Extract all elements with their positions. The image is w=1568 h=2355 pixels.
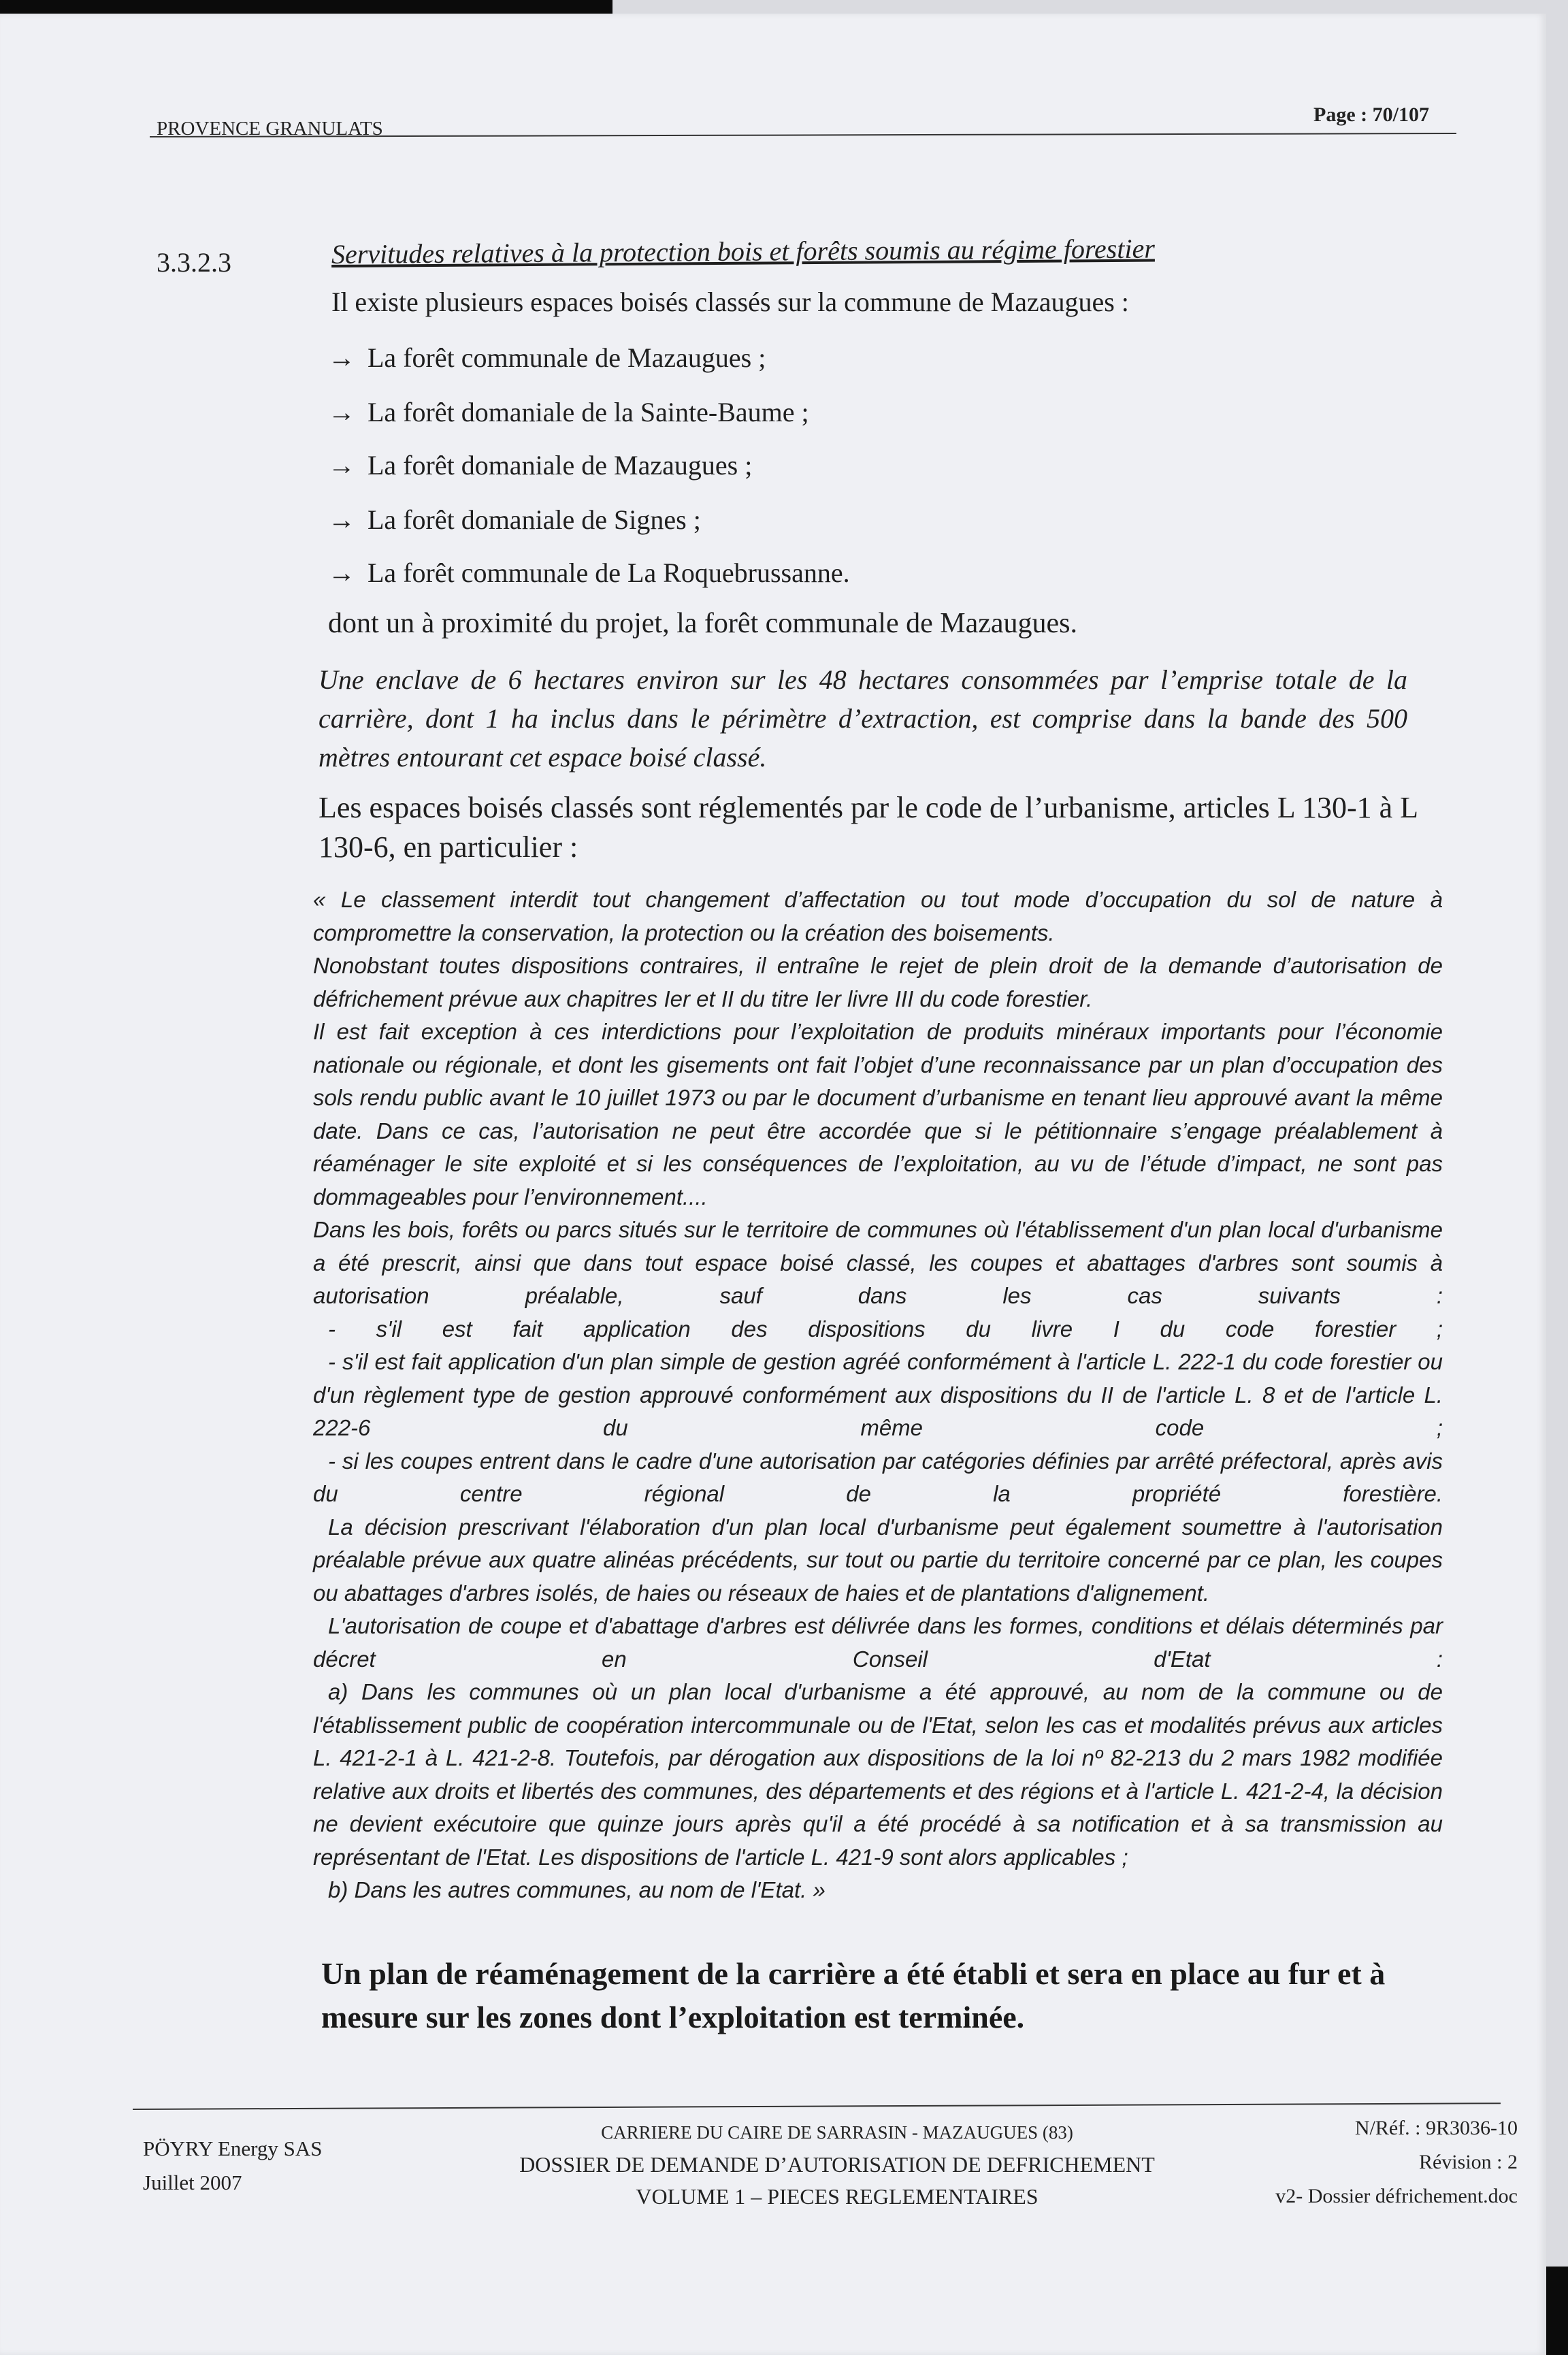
regulation-paragraph: Les espaces boisés classés sont réglementés par le code de l’urbanisme, articles L 130-1 à L 130-6, en particulier : (318, 791, 1418, 864)
intro-text: Il existe plusieurs espaces boisés classés sur la commune de Mazaugues : (331, 287, 1129, 317)
document-page (0, 14, 1546, 2355)
quote-paragraph: Nonobstant toutes dispositions contraires, il entraîne le rejet de plein droit de la demande d’autorisation de défrichement prévue aux chapitres Ier et II du titre Ier livre III du code forestier. (313, 953, 1443, 1011)
footer-center (436, 2117, 1239, 2213)
quote-paragraph: - s'il est fait application des dispositions du livre I du code forestier ; (328, 1316, 1443, 1342)
arrow-icon: → (328, 450, 355, 481)
arrow-icon: → (328, 504, 355, 535)
footer-right (1205, 2111, 1518, 2213)
quote-paragraph: a) Dans les communes où un plan local d'urbanisme a été approuvé, au nom de la commune ou de l'établissement public de coopération intercommunale ou de l'Etat, selon les cas et modalités prévus aux articles L. 421-2-1 à L. 421-2-8. Toutefois, par dérogation aux dispositions de la loi nº 82-213 du 2 mars 1982 modifiée relative aux droits et libertés des communes, des départements et des régions et à l'article L. 421-2-4, la décision ne devient exécutoire que quinze jours après qu'il a été procédé à sa notification et à sa transmission au représentant de l'Etat. Les dispositions de l'article L. 421-9 sont alors applicables ; (313, 1679, 1443, 1870)
legal-quote (313, 883, 1443, 1907)
quote-paragraph: b) Dans les autres communes, au nom de l'Etat. » (328, 1877, 826, 1902)
quote-paragraph: L'autorisation de coupe et d'abattage d'arbres est délivrée dans les formes, conditions et délais déterminés par décret en Conseil d'Etat : (313, 1613, 1443, 1672)
forest-label: La forêt domaniale de Signes ; (368, 504, 701, 535)
forest-label: La forêt domaniale de la Sainte-Baume ; (368, 397, 809, 427)
forest-label: La forêt domaniale de Mazaugues ; (368, 450, 753, 481)
section-number: 3.3.2.3 (157, 247, 231, 278)
forest-label: La forêt communale de La Roquebrussanne. (368, 557, 850, 588)
forest-label: La forêt communale de Mazaugues ; (368, 342, 766, 373)
quote-paragraph: La décision prescrivant l'élaboration d'un plan local d'urbanisme peut également soumettre à l'autorisation préalable prévue aux quatre alinéas précédents, sur tout ou partie du territoire concerné par ce plan, les coupes ou abattages d'arbres isolés, de haies ou réseaux de haies et de plantations d'alignement. (313, 1514, 1443, 1606)
footer-left (143, 2132, 323, 2200)
forest-list-item (328, 396, 809, 428)
quote-paragraph: « Le classement interdit tout changement d’affectation ou tout mode d’occupation du sol de nature à compromettre la conservation, la protection ou la création des boisements. (313, 887, 1443, 945)
header-company: PROVENCE GRANULATS (157, 118, 383, 140)
footer-project: CARRIERE DU CAIRE DE SARRASIN - MAZAUGUES (83) (601, 2122, 1073, 2143)
page-number: Page : 70/107 (1313, 103, 1429, 126)
forest-list-item (328, 449, 752, 481)
footer-date: Juillet 2007 (143, 2171, 242, 2194)
section-title: Servitudes relatives à la protection bois et forêts soumis au régime forestier (331, 233, 1155, 270)
closing-statement: Un plan de réaménagement de la carrière a été établi et sera en place au fur et à mesure sur les zones dont l’exploitation est terminée. (321, 1956, 1386, 2034)
footer-rule (133, 2102, 1501, 2110)
footer-file: v2- Dossier défrichement.doc (1275, 2185, 1518, 2207)
footer-revision: Révision : 2 (1418, 2151, 1518, 2173)
quote-paragraph: Dans les bois, forêts ou parcs situés sur le territoire de communes où l'établissement d'un plan local d'urbanisme a été prescrit, ainsi que dans tout espace boisé classé, les coupes et abattages d'arbres sont soumis à autorisation préalable, sauf dans les cas suivants : (313, 1217, 1443, 1308)
arrow-icon: → (328, 342, 355, 373)
arrow-icon: → (328, 397, 355, 427)
footer-reference: N/Réf. : 9R3036-10 (1354, 2117, 1518, 2139)
footer-volume: VOLUME 1 – PIECES REGLEMENTAIRES (636, 2184, 1039, 2209)
arrow-icon: → (328, 557, 355, 588)
quote-paragraph: Il est fait exception à ces interdictions pour l’exploitation de produits minéraux importants pour l’économie nationale ou régionale, et dont les gisements ont fait l’objet d’une reconnaissance par un plan d’occupation des sols rendu public avant le 10 juillet 1973 ou par le document d’urbanisme en tenant lieu approuvé avant la même date. Dans ce cas, l’autorisation ne peut être accordée que si le pétitionnaire s’engage préalablement à réaménager le site exploité et si les conséquences de l’exploitation, au vu de l’étude d’impact, ne sont pas dommageables pour l’environnement.... (313, 1019, 1443, 1209)
quote-paragraph: - s'il est fait application d'un plan simple de gestion agréé conformément à l'article L. 222-1 du code forestier ou d'un règlement type de gestion approuvé conformément aux dispositions du II de l'article L. 8 et de l'article L. 222-6 du même code ; (313, 1349, 1443, 1440)
forest-list-item (328, 342, 766, 374)
forest-list-item (328, 504, 701, 536)
enclave-paragraph: Une enclave de 6 hectares environ sur les 48 hectares consommées par l’emprise totale de la carrière, dont 1 ha inclus dans le périmètre d’extraction, est comprise dans la bande des 500 mètres entourant cet espace boisé classé. (318, 664, 1407, 773)
footer-company: PÖYRY Energy SAS (143, 2137, 323, 2160)
forest-list-item (328, 557, 850, 589)
footer-dossier: DOSSIER DE DEMANDE D’AUTORISATION DE DEFRICHEMENT (519, 2152, 1155, 2177)
quote-paragraph: - si les coupes entrent dans le cadre d'une autorisation par catégories définies par arrêté préfectoral, après avis du centre régional de la propriété forestière. (313, 1448, 1443, 1506)
proximity-text: dont un à proximité du projet, la forêt communale de Mazaugues. (328, 608, 1078, 639)
